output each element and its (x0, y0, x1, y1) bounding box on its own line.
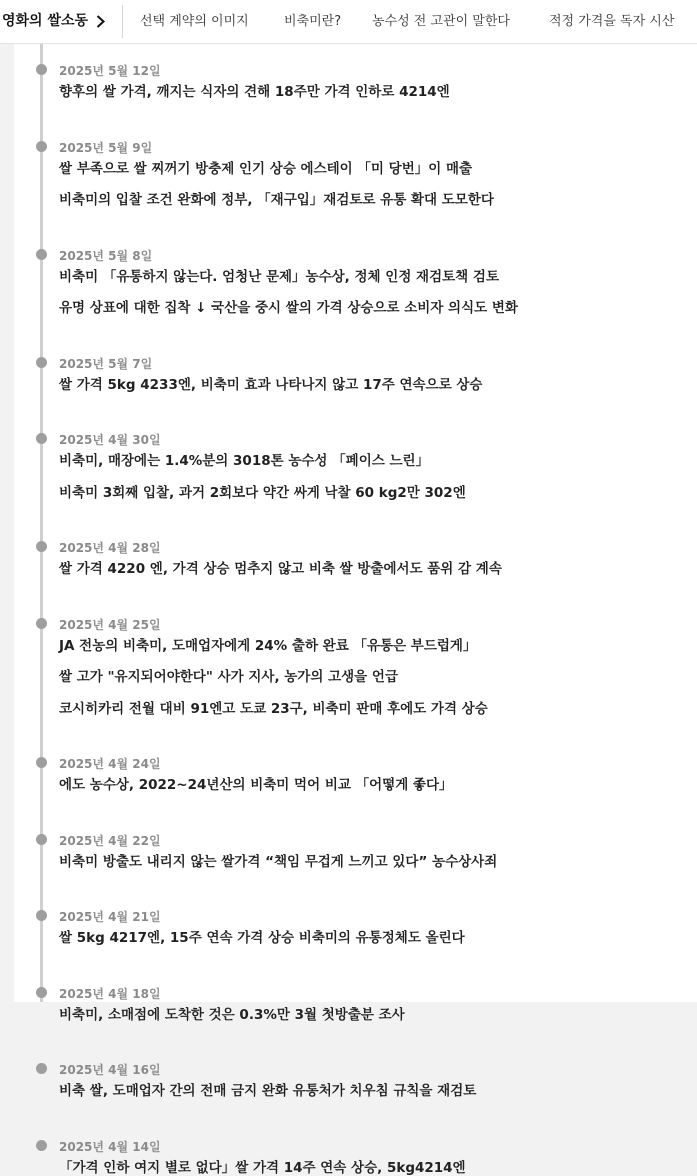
entry-date: 2025년 5월 9일 (59, 140, 153, 155)
news-headline-link[interactable]: 비축미 「유통하지 않는다. 엄청난 문제」농수상, 정체 인정 재검토책 검토 (59, 268, 500, 285)
entry-date: 2025년 4월 25일 (59, 617, 161, 632)
timeline-dot-icon (36, 541, 47, 552)
timeline-dot-icon (36, 910, 47, 921)
timeline-dot-icon (36, 1063, 47, 1074)
timeline-dot-icon (36, 834, 47, 845)
nav-tab-selection-contract[interactable]: 선택 계약의 이미지 (140, 14, 249, 29)
news-headline-link[interactable]: 쌀 5kg 4217엔, 15주 연속 가격 상승 비축미의 유통정체도 올린다 (59, 930, 465, 946)
news-headline-link[interactable]: JA 전농의 비축미, 도매업자에게 24% 출하 완료 「유통은 부드럽게」 (59, 637, 477, 654)
news-timeline-panel (14, 44, 697, 1176)
news-headline-link[interactable]: 비축미, 소매점에 도착한 것은 0.3%만 3월 첫방출분 조사 (59, 1006, 405, 1023)
news-headline-link[interactable]: 유명 상표에 대한 집착 ↓ 국산을 중시 쌀의 가격 상승으로 소비자 의식도 변화 (59, 300, 518, 316)
news-headline-link[interactable]: 쌀 부족으로 쌀 찌꺼기 방충제 인기 상승 에스테이 「미 당번」이 매출 (59, 160, 473, 177)
entry-date: 2025년 4월 14일 (59, 1139, 161, 1154)
entry-date: 2025년 4월 16일 (59, 1063, 161, 1077)
nav-tab-fair-price[interactable]: 적정 가격을 독자 시산 (549, 14, 675, 29)
news-headline-link[interactable]: 비축미 3회째 입찰, 과거 2회보다 약간 싸게 낙찰 60 kg2만 302엔 (59, 484, 466, 501)
news-headline-link[interactable]: 비축 쌀, 도매업자 간의 전매 금지 완화 유통처가 치우침 규칙을 재검토 (59, 1083, 477, 1099)
nav-title[interactable]: 영화의 쌀소동 (2, 13, 89, 29)
nav-tab-stockpile-rice[interactable]: 비축미란? (284, 14, 342, 29)
timeline-dot-icon (36, 64, 47, 75)
timeline-dot-icon (36, 357, 47, 368)
nav-divider (122, 5, 123, 38)
timeline-dot-icon (36, 1140, 47, 1151)
nav-tab-former-official[interactable]: 농수성 전 고관이 말한다 (372, 14, 510, 29)
news-headline-link[interactable]: 향후의 쌀 가격, 깨지는 식자의 견해 18주만 가격 인하로 4214엔 (59, 84, 450, 100)
entry-date: 2025년 4월 18일 (59, 986, 161, 1001)
entry-date: 2025년 5월 12일 (59, 64, 161, 78)
entry-date: 2025년 5월 7일 (59, 356, 153, 371)
timeline-dot-icon (36, 987, 47, 998)
entry-date: 2025년 4월 28일 (59, 541, 161, 555)
timeline-line (40, 44, 43, 1002)
entry-date: 2025년 4월 30일 (59, 433, 161, 447)
entry-date: 2025년 4월 21일 (59, 910, 161, 924)
entry-date: 2025년 4월 22일 (59, 833, 161, 848)
top-navigation (0, 0, 697, 44)
timeline-dot-icon (36, 249, 47, 260)
timeline-dot-icon (36, 757, 47, 768)
news-headline-link[interactable]: 에도 농수상, 2022~24년산의 비축미 먹어 비교 「어떻게 좋다」 (59, 777, 453, 793)
entry-date: 2025년 5월 8일 (59, 248, 153, 263)
chevron-right-icon[interactable] (96, 15, 105, 28)
news-headline-link[interactable]: 코시히카리 전월 대비 91엔고 도쿄 23구, 비축미 판매 후에도 가격 상승 (59, 700, 488, 717)
timeline-dot-icon (36, 618, 47, 629)
news-headline-link[interactable]: 「가격 인하 여지 별로 없다」쌀 가격 14주 연속 상승, 5kg4214엔 (59, 1159, 466, 1176)
news-headline-link[interactable]: 쌀 가격 5kg 4233엔, 비축미 효과 나타나지 않고 17주 연속으로 상승 (59, 376, 483, 393)
news-headline-link[interactable]: 비축미의 입찰 조건 완화에 정부, 「재구입」재검토로 유통 확대 도모한다 (59, 192, 494, 208)
news-headline-link[interactable]: 비축미 방출도 내리지 않는 쌀가격 “책임 무겁게 느끼고 있다” 농수상사죄 (59, 853, 498, 870)
timeline-dot-icon (36, 433, 47, 444)
news-headline-link[interactable]: 비축미, 매장에는 1.4%분의 3018톤 농수성 「페이스 느린」 (59, 453, 430, 469)
timeline-dot-icon (36, 141, 47, 152)
entry-date: 2025년 4월 24일 (59, 757, 161, 771)
news-headline-link[interactable]: 쌀 고가 "유지되어야한다" 사가 지사, 농가의 고생을 언급 (59, 669, 398, 685)
news-headline-link[interactable]: 쌀 가격 4220 엔, 가격 상승 멈추지 않고 비축 쌀 방출에서도 품위 감 계속 (59, 561, 502, 577)
